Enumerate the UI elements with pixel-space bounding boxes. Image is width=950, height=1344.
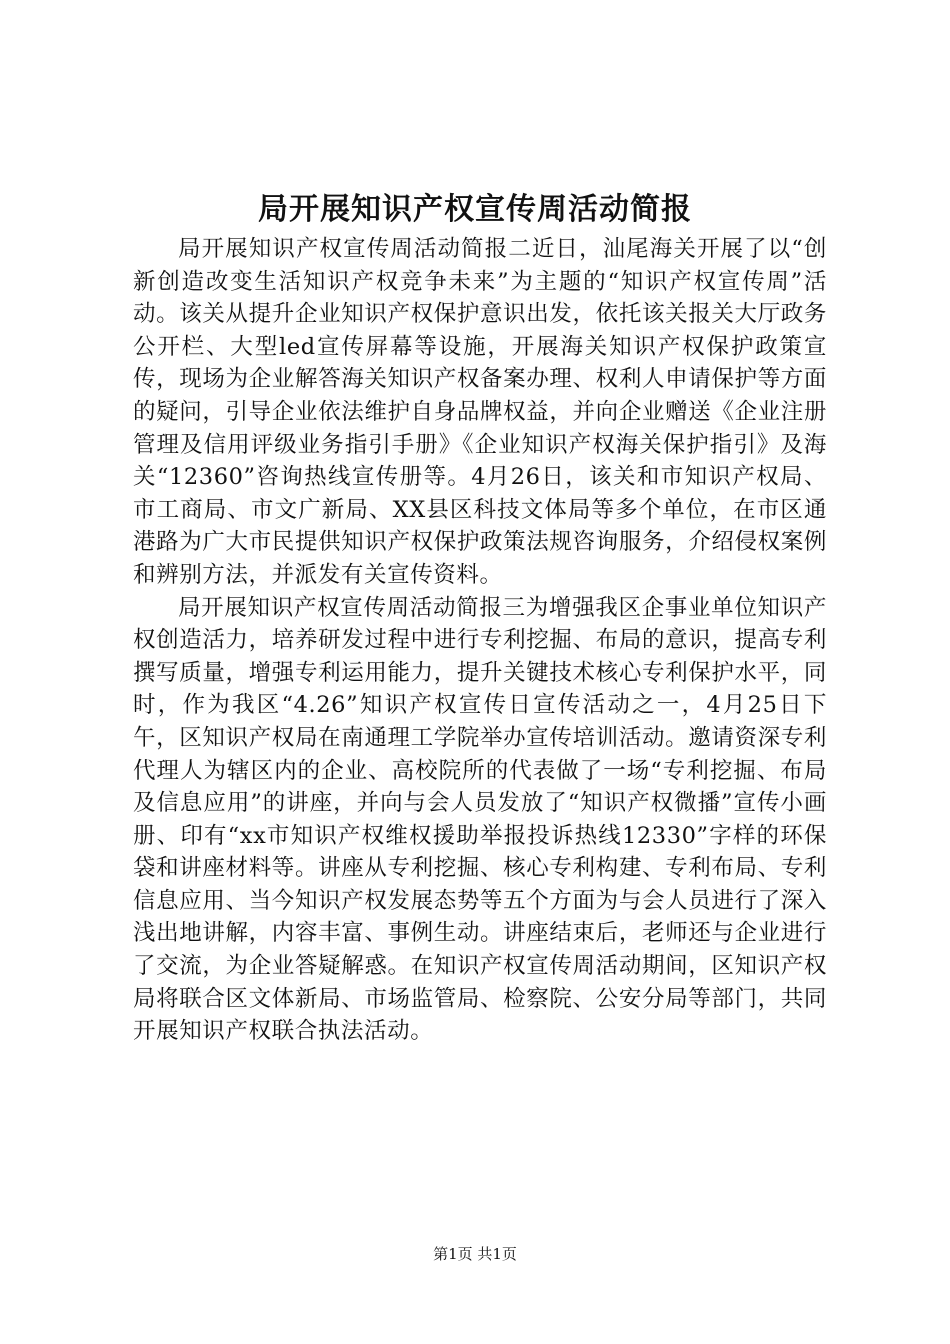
document-title: 局开展知识产权宣传周活动简报: [258, 192, 692, 227]
page-number-footer: 第1页 共1页: [433, 1245, 517, 1263]
paragraph-1: 局开展知识产权宣传周活动简报二近日，汕尾海关开展了以“创新创造改变生活知识产权竞争未来”为主题的“知识产权宣传周”活动。该关从提升企业知识产权保护意识出发，依托该关报关大厅政务公开栏、大型led宣传屏幕等设施，开展海关知识产权保护政策宣传，现场为企业解答海关知识产权备案办理、权利人申请保护等方面的疑问，引导企业依法维护自身品牌权益，并向企业赠送《企业注册管理及信用评级业务指引手册》《企业知识产权海关保护指引》及海关“12360”咨询热线宣传册等。4月26日，该关和市知识产权局、市工商局、市文广新局、XX县区科技文体局等多个单位，在市区通港路为广大市民提供知识产权保护政策法规咨询服务，介绍侵权案例和辨别方法，并派发有关宣传资料。: [133, 236, 827, 588]
paragraph-2: 局开展知识产权宣传周活动简报三为增强我区企事业单位知识产权创造活力，培养研发过程中进行专利挖掘、布局的意识，提高专利撰写质量，增强专利运用能力，提升关键技术核心专利保护水平，同时，作为我区“4.26”知识产权宣传日宣传活动之一，4月25日下午，区知识产权局在南通理工学院举办宣传培训活动。邀请资深专利代理人为辖区内的企业、高校院所的代表做了一场“专利挖掘、布局及信息应用”的讲座，并向与会人员发放了“知识产权微播”宣传小画册、印有“xx市知识产权维权援助举报投诉热线12330”字样的环保袋和讲座材料等。讲座从专利挖掘、核心专利构建、专利布局、专利信息应用、当今知识产权发展态势等五个方面为与会人员进行了深入浅出地讲解，内容丰富、事例生动。讲座结束后，老师还与企业进行了交流，为企业答疑解惑。在知识产权宣传周活动期间，区知识产权局将联合区文体新局、市场监管局、检察院、公安分局等部门，共同开展知识产权联合执法活动。: [133, 594, 827, 1045]
document-body: [133, 233, 827, 1048]
